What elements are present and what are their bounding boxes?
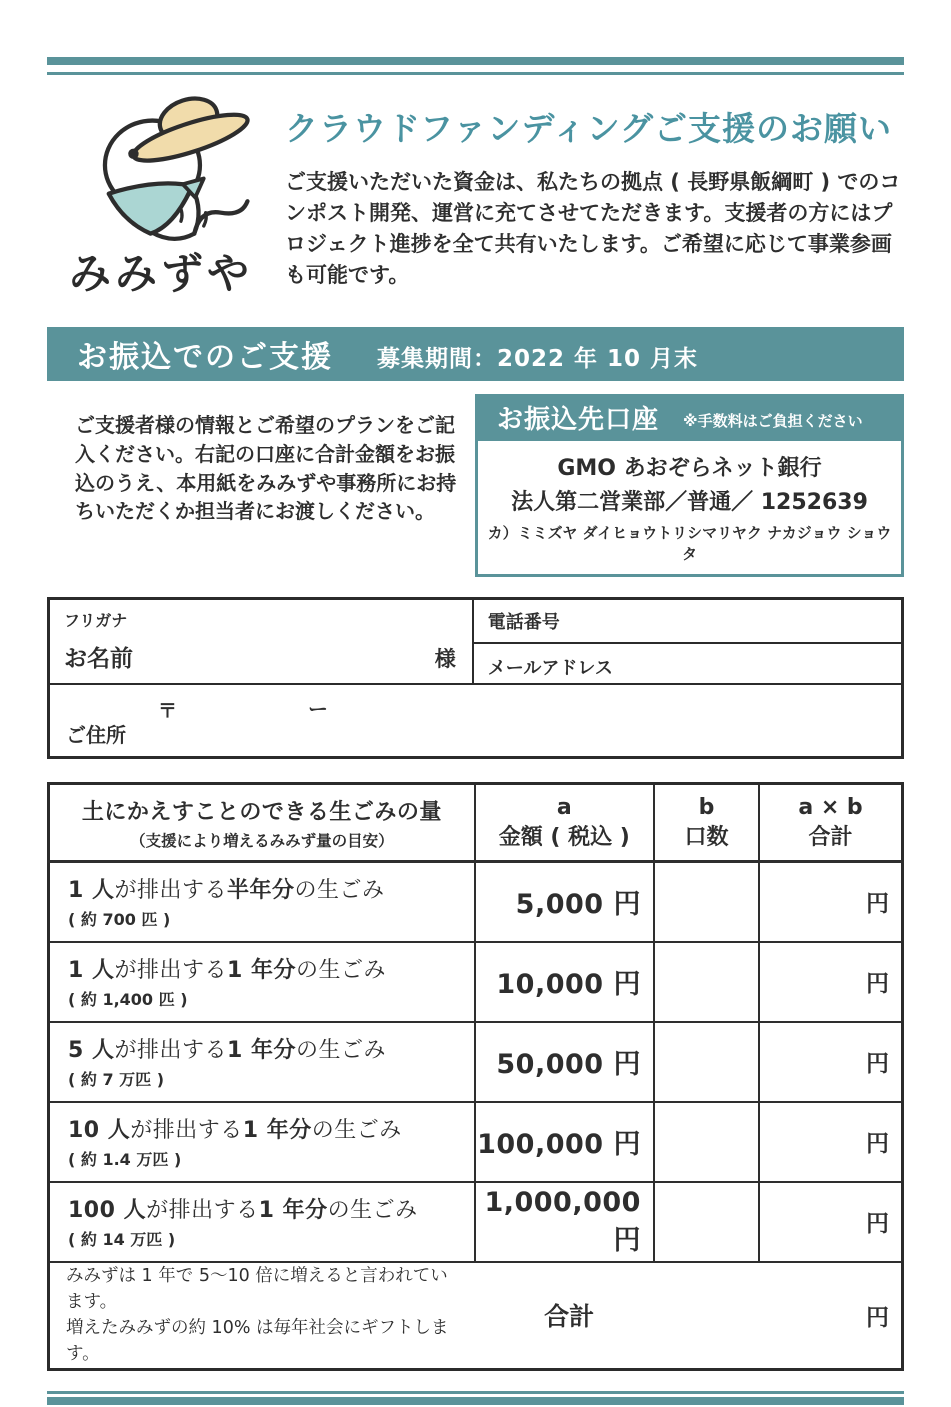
bottom-rule-thin [47, 1391, 904, 1394]
total-col-label: 合計 [808, 824, 853, 850]
total-entry-cell: 円 [759, 862, 903, 942]
plan-row-1 [49, 862, 903, 942]
plan-mid-text: が排出する [146, 1198, 259, 1224]
honorific-sama: 様 [434, 647, 456, 672]
page-title: クラウドファンディングご支援のお願い [285, 109, 893, 148]
table-total-row [49, 1262, 903, 1370]
total-entry-cell: 円 [759, 1182, 903, 1262]
plan-worm-count: ( 約 14 万匹 ) [68, 1230, 176, 1250]
transfer-support-banner [47, 327, 904, 381]
earthworm-mascot-icon [61, 93, 261, 245]
postal-code-mark: 〒 [158, 700, 178, 723]
total-entry-cell: 円 [759, 942, 903, 1022]
units-entry-cell [654, 942, 759, 1022]
flyer-page [0, 57, 951, 1407]
plan-mid-text: が排出する [130, 1118, 243, 1144]
instructions-and-bank-section [47, 394, 904, 577]
units-col-letter: b [698, 795, 715, 820]
plan-mid-text: が排出する [114, 1038, 227, 1064]
contact-fields [474, 600, 901, 683]
plan-worm-count: ( 約 1,400 匹 ) [68, 990, 188, 1010]
bank-box-title: お振込先口座 [497, 405, 660, 435]
bottom-rule-thick [47, 1397, 904, 1405]
plan-worm-count: ( 約 1.4 万匹 ) [68, 1150, 182, 1170]
item-column-subtitle: （支援により増えるみみず量の目安） [130, 831, 394, 850]
total-entry-cell: 円 [759, 1022, 903, 1102]
plan-period: 1 年分 [226, 1038, 296, 1064]
intro-paragraph: ご支援いただいた資金は、私たちの拠点 ( 長野県飯綱町 ) でのコンポスト開発、運営に充てさせてただきます。支援者の方にはプロジェクト進捗を全て共有いたします。ご希望に応じて事業参画も可能です。 [285, 170, 901, 287]
plan-worm-count: ( 約 700 匹 ) [68, 910, 171, 930]
plan-period: 1 年分 [226, 958, 296, 984]
plan-row-4 [49, 1102, 903, 1182]
email-field: メールアドレス [487, 658, 613, 680]
grand-total-label: 合計 [544, 1302, 595, 1332]
name-and-contact-row [50, 600, 901, 683]
units-col-label: 口数 [684, 824, 729, 850]
plan-period: 半年分 [226, 878, 295, 904]
worm-growth-note-line1: みみずは 1 年で 5〜10 倍に増えると言われています。 [66, 1265, 448, 1312]
plan-amount: 5,000 円 [475, 862, 654, 942]
plan-mid-text: が排出する [114, 878, 227, 904]
name-field [50, 600, 474, 683]
plan-amount: 50,000 円 [475, 1022, 654, 1102]
plan-row-2 [49, 942, 903, 1022]
plan-people: 5 人 [68, 1038, 115, 1064]
header-text-block [285, 93, 904, 301]
phone-field: 電話番号 [474, 600, 901, 644]
header-units-column [654, 784, 759, 862]
header-item-column [49, 784, 475, 862]
plan-post-text: の生ごみ [295, 958, 386, 984]
plan-people: 10 人 [68, 1118, 131, 1144]
header-section [47, 93, 904, 301]
plan-amount: 1,000,000 円 [475, 1182, 654, 1262]
units-entry-cell [654, 1102, 759, 1182]
plan-amount: 10,000 円 [475, 942, 654, 1022]
table-header-row [49, 784, 903, 862]
address-field [50, 683, 901, 756]
plan-mid-text: が排出する [114, 958, 227, 984]
grand-total-entry-cell: 円 [866, 1304, 889, 1331]
top-rule-thin [47, 72, 904, 75]
header-total-column [759, 784, 903, 862]
plan-row-5 [49, 1182, 903, 1262]
plan-period: 1 年分 [242, 1118, 312, 1144]
units-entry-cell [654, 1182, 759, 1262]
header-amount-column [475, 784, 654, 862]
plan-item [49, 862, 475, 942]
recruitment-period: 募集期間：2022 年 10 月末 [377, 346, 699, 372]
plan-worm-count: ( 約 7 万匹 ) [68, 1070, 165, 1090]
plan-post-text: の生ごみ [295, 1038, 386, 1064]
top-rule-thick [47, 57, 904, 65]
bank-account-details [475, 441, 904, 577]
account-holder-name: カ）ミミズヤ ダイヒョウトリシマリヤク ナカジョウ ショウタ [487, 524, 892, 564]
plan-item [49, 1102, 475, 1182]
postal-code-dash: ー [308, 697, 328, 722]
total-col-formula: a × b [798, 795, 863, 820]
name-label: お名前 [64, 646, 133, 673]
worm-growth-note [50, 1263, 450, 1368]
filling-instructions: ご支援者様の情報とご希望のプランをご記入ください。右記の口座に合計金額をお振込のうえ、本用紙をみみずや事務所にお持ちいただくか担当者にお渡しください。 [75, 413, 457, 524]
plan-amount: 100,000 円 [475, 1102, 654, 1182]
fee-note: ※手数料はご負担ください [683, 411, 863, 430]
bank-account-box [475, 394, 904, 577]
plan-item [49, 942, 475, 1022]
plan-post-text: の生ごみ [294, 878, 385, 904]
branch-and-account-number: 法人第二営業部／普通／ 1252639 [511, 490, 868, 516]
mimizuya-logo [47, 93, 275, 301]
bank-box-header [475, 394, 904, 441]
furigana-label: フリガナ [64, 611, 128, 631]
total-entry-cell: 円 [759, 1102, 903, 1182]
address-label: ご住所 [66, 723, 126, 748]
bank-name: GMO あおぞらネット銀行 [557, 456, 822, 481]
plan-period: 1 年分 [258, 1198, 328, 1224]
item-column-title: 土にかえすことのできる生ごみの量 [81, 799, 442, 825]
logo-wordmark: みみずや [68, 249, 253, 298]
amount-col-letter: a [556, 795, 572, 820]
total-row-cell [49, 1262, 903, 1370]
worm-growth-note-line2: 増えたみみずの約 10% は毎年社会にギフトします。 [66, 1318, 449, 1365]
plan-people: 1 人 [68, 958, 115, 984]
plan-row-3 [49, 1022, 903, 1102]
applicant-form [47, 597, 904, 759]
units-entry-cell [654, 1022, 759, 1102]
plan-people: 100 人 [68, 1198, 147, 1224]
units-entry-cell [654, 862, 759, 942]
plan-item [49, 1022, 475, 1102]
plan-post-text: の生ごみ [327, 1198, 418, 1224]
plan-post-text: の生ごみ [311, 1118, 402, 1144]
plan-item [49, 1182, 475, 1262]
banner-title: お振込でのご支援 [77, 340, 333, 375]
plan-people: 1 人 [68, 878, 115, 904]
support-plan-table [47, 782, 904, 1371]
amount-col-label: 金額 ( 税込 ) [498, 824, 630, 850]
